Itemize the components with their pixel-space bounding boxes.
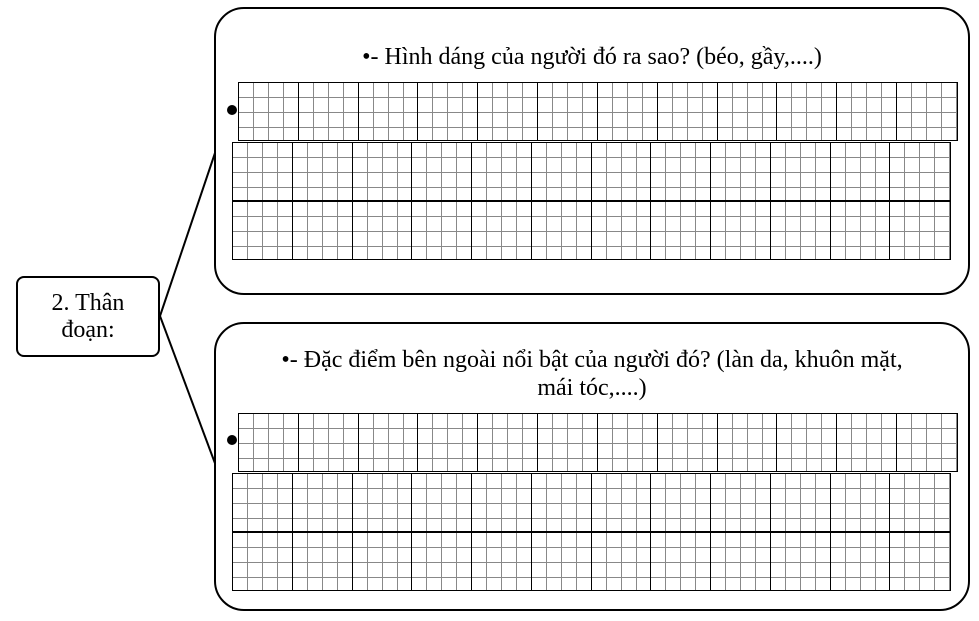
grid-cell [771,202,831,259]
grid-cell [771,143,831,200]
grid-cell [598,414,658,471]
grid-cell [897,83,957,140]
grid-cell [897,414,957,471]
section-label-box [16,276,160,357]
writing-grid-row[interactable] [232,142,951,201]
grid-cell [478,414,538,471]
grid-cell [831,202,891,259]
grid-cell [777,83,837,140]
grid-cell [831,533,891,590]
grid-cell [412,474,472,531]
grid-cell [353,202,413,259]
grid-cell [890,202,950,259]
grid-cell [233,202,293,259]
grid-cell [299,414,359,471]
grid-cell [353,533,413,590]
grid-cell [293,533,353,590]
grid-cell [353,143,413,200]
grid-cell [592,474,652,531]
panel-title-body-shape: •- Hình dáng của người đó ra sao? (béo, gầy,....) [362,44,822,70]
grid-cell [472,202,532,259]
grid-cell [293,143,353,200]
grid-cell [718,414,778,471]
grid-cell [538,414,598,471]
grid-cell [418,414,478,471]
grid-cell [532,474,592,531]
section-label-line2: đoạn: [61,316,115,343]
grid-cell [651,202,711,259]
grid-cell [771,474,831,531]
grid-cell [532,533,592,590]
grid-cell [353,474,413,531]
grid-cell [890,474,950,531]
grid-cell [711,143,771,200]
grid-cell [233,474,293,531]
grid-cell [837,83,897,140]
grid-cell [711,533,771,590]
grid-cell [293,202,353,259]
grid-cell [538,83,598,140]
grid-cell [233,533,293,590]
grid-cell [418,83,478,140]
section-label-line1: 2. Thân [51,289,125,316]
grid-cell [658,414,718,471]
grid-cell [890,143,950,200]
bullet-icon [227,435,237,445]
grid-cell [359,83,419,140]
grid-cell [592,533,652,590]
grid-cell [532,202,592,259]
grid-cell [831,474,891,531]
writing-grid-row[interactable] [232,473,951,532]
bullet-icon [227,105,237,115]
grid-cell [592,143,652,200]
grid-cell [718,83,778,140]
grid-cell [831,143,891,200]
grid-cell [293,474,353,531]
grid-cell [472,143,532,200]
grid-cell [777,414,837,471]
grid-cell [239,414,299,471]
grid-cell [532,143,592,200]
writing-grid-row[interactable] [232,532,951,591]
grid-cell [890,533,950,590]
grid-cell [472,533,532,590]
grid-cell [412,202,472,259]
writing-grid-row[interactable] [238,413,958,472]
panel-title-appearance-line1: •- Đặc điểm bên ngoài nổi bật của người đó? (làn da, khuôn mặt, [281,347,903,373]
grid-cell [651,143,711,200]
grid-cell [592,202,652,259]
writing-grid-row[interactable] [232,201,951,260]
writing-grid-row[interactable] [238,82,958,141]
grid-cell [771,533,831,590]
grid-cell [412,533,472,590]
grid-cell [651,533,711,590]
grid-cell [651,474,711,531]
grid-cell [239,83,299,140]
grid-cell [299,83,359,140]
grid-cell [472,474,532,531]
grid-cell [478,83,538,140]
grid-cell [233,143,293,200]
grid-cell [658,83,718,140]
grid-cell [359,414,419,471]
grid-cell [837,414,897,471]
grid-cell [711,474,771,531]
grid-cell [412,143,472,200]
grid-cell [598,83,658,140]
grid-cell [711,202,771,259]
panel-title-appearance-line2: mái tóc,....) [537,375,647,401]
